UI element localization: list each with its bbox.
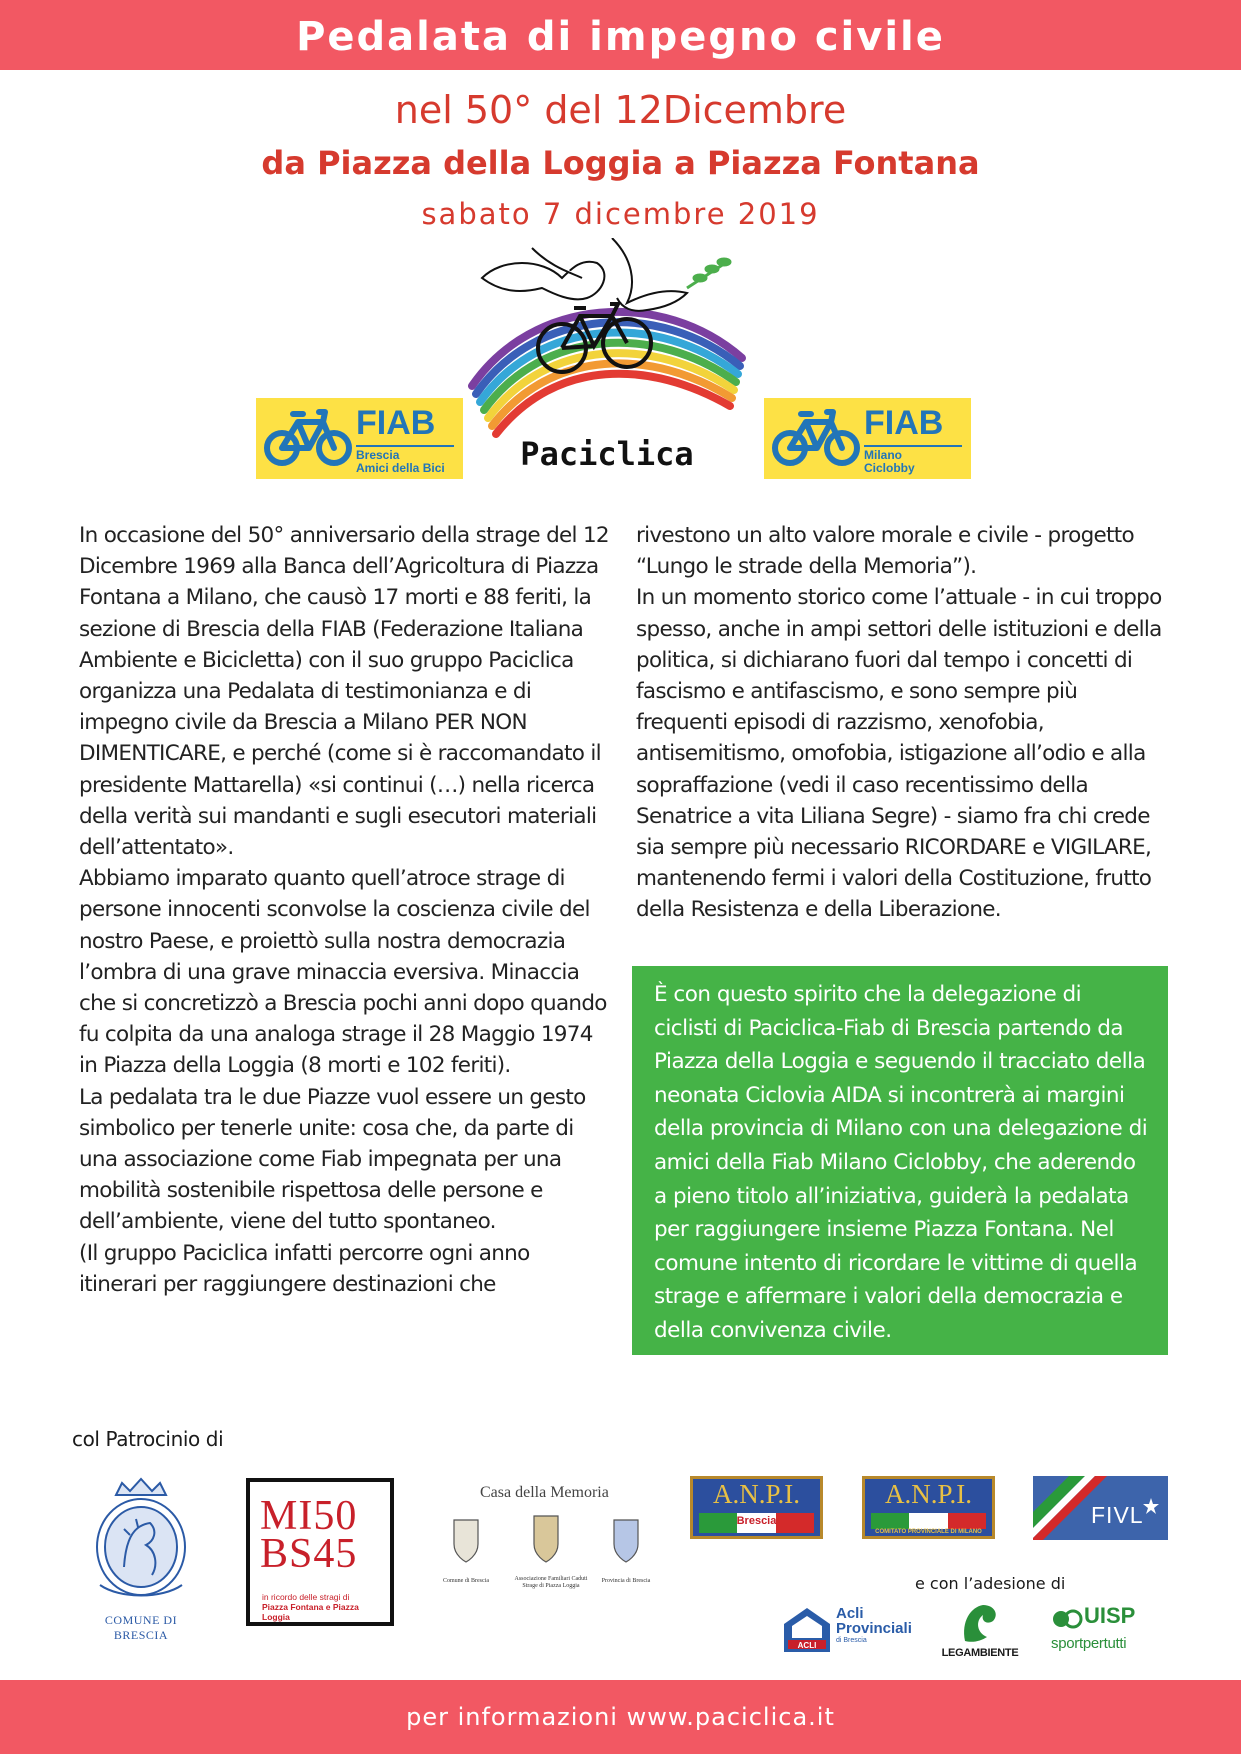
paragraph: La pedalata tra le due Piazze vuol essere un gesto simbolico per tenerle unite: cosa che, da parte di una associazione come Fiab impegnata per una mobilità sostenibile rispettosa delle persone e dell’ambiente, viene del tutto spontaneo. xyxy=(79,1084,586,1235)
adesione-label: e con l’adesione di xyxy=(915,1574,1066,1593)
casa-label-provincia: Provincia di Brescia xyxy=(601,1578,651,1584)
headline-anniversary: nel 50° del 12Dicembre xyxy=(394,88,847,132)
fiab-group: Amici della Bici xyxy=(356,461,445,475)
paragraph: (Il gruppo Paciclica infatti percorre ogni anno itinerari per raggiungere destinazioni che xyxy=(79,1240,530,1297)
uisp-name: UISP xyxy=(1084,1603,1136,1628)
mi50-subtitle xyxy=(262,1592,386,1622)
uisp-logo xyxy=(1051,1605,1151,1657)
bicycle-icon xyxy=(771,408,861,468)
casa-label-associazione xyxy=(510,1576,592,1590)
acli-badge-icon xyxy=(782,1606,832,1656)
paragraph: rivestono un alto valore morale e civile - progetto “Lungo le strade della Memoria”). xyxy=(636,523,1134,580)
swan-icon xyxy=(957,1601,1003,1645)
fiab-milano-logo xyxy=(764,398,971,479)
comune-brescia-caption: COMUNE DI BRESCIA xyxy=(104,1613,178,1642)
bs45-text: BS45 xyxy=(260,1531,358,1577)
fivl-name: FIVL xyxy=(1091,1502,1144,1528)
fiab-name: FIAB xyxy=(864,404,944,442)
anpi-label: Brescia xyxy=(736,1515,777,1527)
coat-of-arms-icon xyxy=(80,1475,202,1610)
italian-flag-icon xyxy=(871,1513,986,1529)
comune-brescia-logo xyxy=(80,1475,202,1642)
body-left-column xyxy=(79,520,609,1300)
acli-city: di Brescia xyxy=(836,1637,867,1644)
mi50-text: MI50 xyxy=(260,1493,358,1539)
footer-info: per informazioni www.paciclica.it xyxy=(406,1703,835,1731)
paragraph: In occasione del 50° anniversario della strage del 12 Dicembre 1969 alla Banca dell’Agricoltura di Piazza Fontana a Milano, che causò 17 morti e 88 feriti, la sezione di Brescia della FIAB (Federazione Italiana Ambiente e Bicicletta) con il suo gruppo Paciclica organizza una Pedalata di testimonianza e di impegno civile da Brescia a Milano PER NON DIMENTICARE, e perché (come si è raccomandato il presidente Mattarella) «si continui (…) nella ricerca della verità sui mandanti e sugli esecutori materiali dell’attentato». xyxy=(79,523,609,861)
casa-della-memoria-logo xyxy=(440,1482,660,1612)
mi50-subtitle-line2: Piazza Fontana e Piazza Loggia xyxy=(262,1602,359,1622)
casa-label-associazione-line2: Strage di Piazza Loggia xyxy=(522,1583,580,1589)
anpi-brescia-logo xyxy=(690,1476,823,1539)
paragraph: In un momento storico come l’attuale - in cui troppo spesso, anche in ampi settori delle istituzioni e della politica, si dichiarano fuori dal tempo i concetti di fascismo e antifascismo, e sono sempre più frequenti episodi di razzismo, xenofobia, antisemitismo, omofobia, istigazione all’odio e alla sopraffazione (vedi il caso recentissimo della Senatrice a vita Liliana Segre) - siamo fra chi crede sia sempre più necessario RICORDARE e VIGILARE, mantenendo fermi i valori della Costituzione, frutto della Resistenza e della Liberazione. xyxy=(636,585,1162,923)
headline-route: da Piazza della Loggia a Piazza Fontana xyxy=(261,144,980,182)
fiab-city: Brescia xyxy=(356,448,400,462)
fiab-brescia-logo xyxy=(256,398,463,479)
casa-label-comune: Comune di Brescia xyxy=(443,1578,489,1584)
acli-name-line2: Provinciali xyxy=(836,1620,912,1637)
paragraph: Abbiamo imparato quanto quell’atroce strage di persone innocenti sconvolse la coscienza civile del nostro Paese, e proiettò sulla nostra democrazia l’ombra di una grave minaccia eversiva. Minaccia che si concretizzò a Brescia pochi anni dopo quando fu colpita da una analoga strage il 28 Maggio 1974 in Piazza della Loggia (8 morti e 102 feriti). xyxy=(79,866,607,1079)
footer-band xyxy=(0,1680,1241,1754)
fiab-divider xyxy=(356,445,454,447)
mi50-bs45-logo xyxy=(246,1478,394,1626)
crests-icon xyxy=(440,1510,660,1570)
anpi-name: A.N.P.I. xyxy=(712,1479,800,1509)
legambiente-logo xyxy=(933,1601,1027,1661)
casa-label-associazione-line1: Associazione Familiari Caduti xyxy=(514,1576,588,1582)
anpi-label: COMITATO PROVINCIALE DI MILANO xyxy=(875,1529,982,1535)
paciclica-name: Paciclica xyxy=(520,435,694,473)
fiab-divider xyxy=(864,445,962,447)
acli-logo xyxy=(782,1606,922,1656)
page-title: Pedalata di impegno civile xyxy=(296,14,945,60)
mi50-subtitle-line1: in ricordo delle stragi di xyxy=(262,1592,350,1602)
uisp-tagline: sportpertutti xyxy=(1051,1635,1127,1652)
fiab-name: FIAB xyxy=(356,404,436,442)
anpi-name: A.N.P.I. xyxy=(884,1479,972,1509)
fiab-city: Milano xyxy=(864,448,902,462)
header-band xyxy=(0,0,1241,70)
acli-name-line1: Acli xyxy=(836,1605,864,1622)
uisp-mark-icon xyxy=(1051,1605,1083,1633)
event-date: sabato 7 dicembre 2019 xyxy=(421,197,820,231)
acli-badge-text: ACLI xyxy=(797,1641,817,1650)
highlight-box: È con questo spirito che la delegazione di ciclisti di Paciclica-Fiab di Brescia partendo da Piazza della Loggia e seguendo il tracciato della neonata Ciclovia AIDA si incontrerà ai margini della provincia di Milano con una delegazione di amici della Fiab Milano Ciclobby, che aderendo a pieno titolo all’iniziativa, guiderà la pedalata per raggiungere insieme Piazza Fontana. Nel comune intento di ricordare le vittime di quella strage e affermare i valori della democrazia e della convivenza civile. xyxy=(632,966,1168,1355)
patronage-label: col Patrocinio di xyxy=(72,1427,224,1451)
fivl-logo xyxy=(1033,1476,1168,1540)
legambiente-name: LEGAMBIENTE xyxy=(941,1647,1019,1659)
bicycle-icon xyxy=(263,408,353,468)
body-right-column xyxy=(636,520,1166,926)
anpi-milano-logo xyxy=(862,1476,995,1539)
fiab-group: Ciclobby xyxy=(864,461,915,475)
casa-title: Casa della Memoria xyxy=(480,1484,609,1501)
